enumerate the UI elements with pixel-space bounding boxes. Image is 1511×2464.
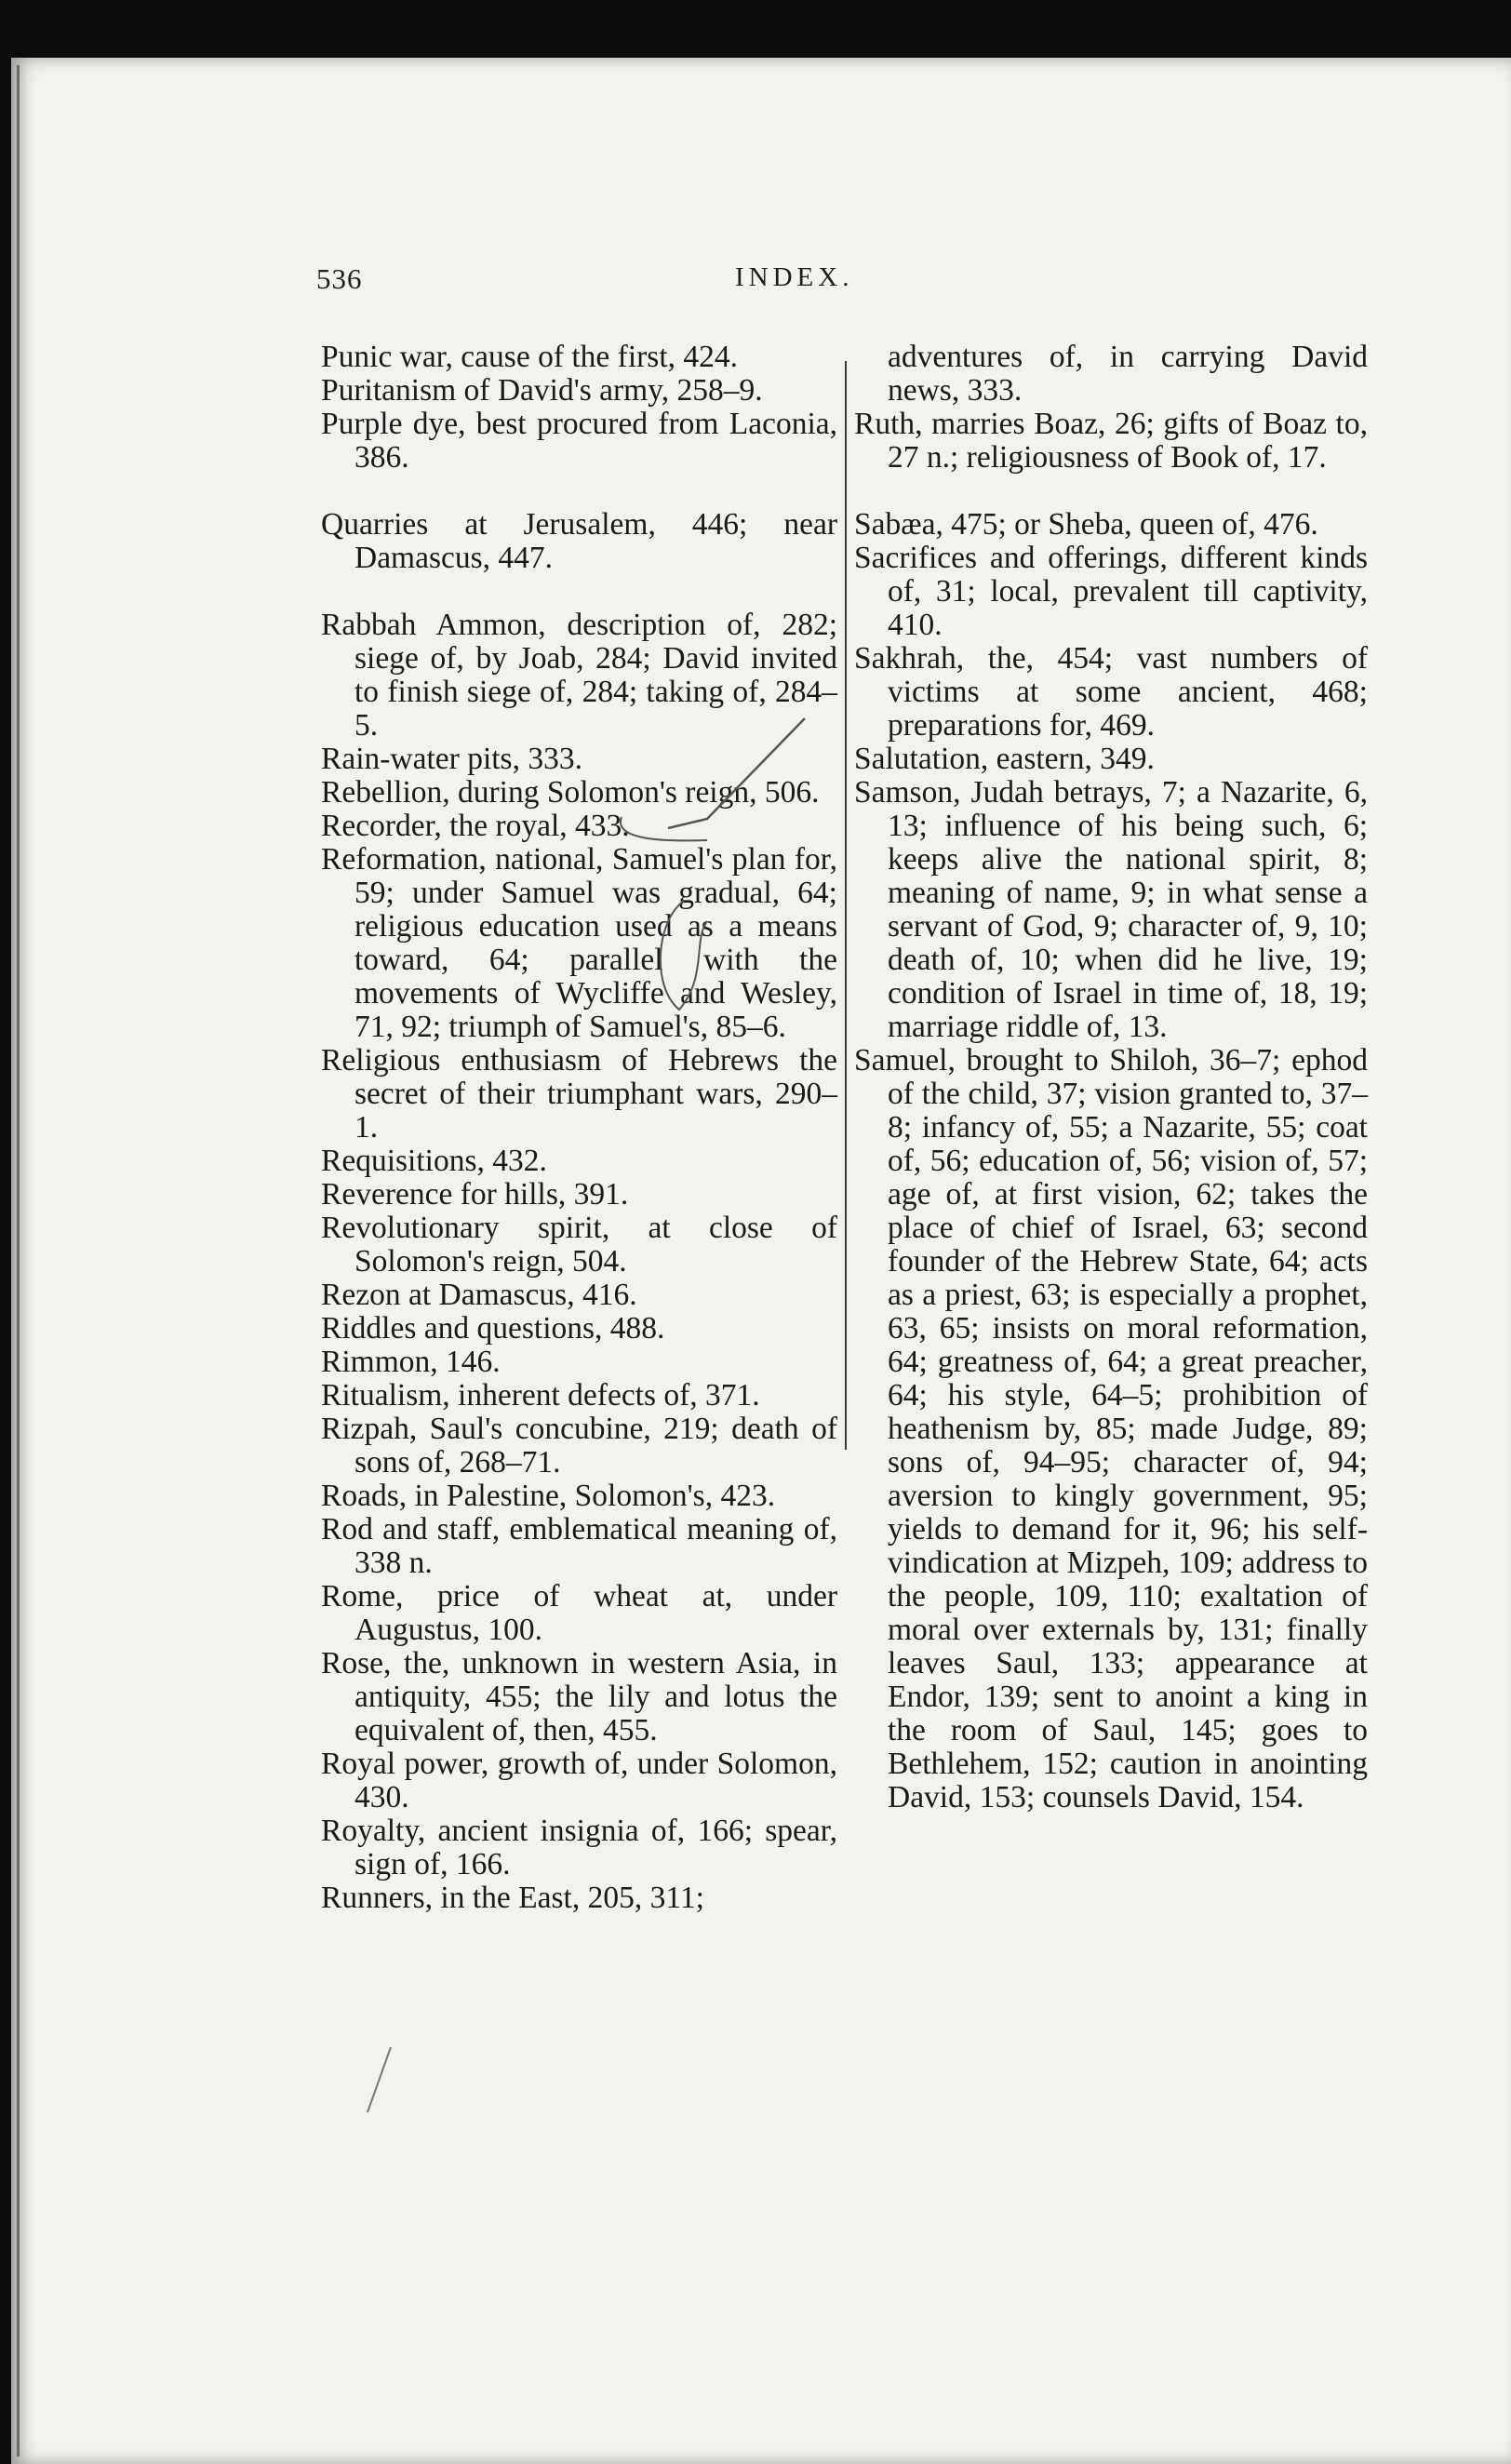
index-entry: Ruth, marries Boaz, 26; gifts of Boaz to, 27 n.; religiousness of Book of, 17. [854, 407, 1368, 475]
column-divider [845, 361, 847, 1450]
index-entry: Reverence for hills, 391. [321, 1177, 629, 1212]
index-entry: Sakhrah, the, 454; vast numbers of victims at some ancient, 468; preparations for, 469. [854, 641, 1368, 743]
index-entry: Rizpah, Saul's concubine, 219; death of sons of, 268–71. [321, 1412, 837, 1480]
index-entry: Recorder, the royal, 433. [321, 809, 630, 843]
index-entry: Requisitions, 432. [321, 1144, 547, 1178]
index-entry: Puritanism of David's army, 258–9. [321, 373, 763, 408]
index-entry: Rose, the, unknown in western Asia, in antiquity, 455; the lily and lotus the equivalent of, then, 455. [321, 1646, 837, 1748]
index-entry: Samson, Judah betrays, 7; a Nazarite, 6, 13; influence of his being such, 6; keeps alive the national spirit, 8; meaning of name, 9; in what sense a servant of God, 9; character of, 9, 10; death of, 10; when did he live, 19; condition of Israel in time of, 18, 19; marriage riddle of, 13. [854, 775, 1368, 1044]
index-entry: Rimmon, 146. [321, 1345, 501, 1379]
index-entry: Rebellion, during Solomon's reign, 506. [321, 775, 820, 810]
index-entry: Punic war, cause of the first, 424. [321, 340, 738, 374]
index-entry: Samuel, brought to Shiloh, 36–7; ephod of the child, 37; vision granted to, 37–8; infancy of, 55; a Nazarite, 55; coat of, 56; education of, 56; vision of, 57; age of, at first vision, 62; takes the place of chief of Israel, 63; second founder of the Hebrew State, 64; acts as a priest, 63; is especially a prophet, 63, 65; insists on moral reformation, 64; greatness of, 64; a great preacher, 64; his style, 64–5; prohibition of heathenism by, 85; made Judge, 89; sons of, 94–95; character of, 94; aversion to kingly government, 95; yields to demand for it, 96; his self-vindication at Mizpeh, 109; address to the people, 109, 110; exaltation of moral over externals by, 131; finally leaves Saul, 133; appearance at Endor, 139; sent to anoint a king in the room of Saul, 145; goes to Bethlehem, 152; caution in anointing David, 153; counsels David, 154. [854, 1043, 1368, 1815]
index-column-right [854, 341, 1368, 1815]
page-header [316, 262, 1219, 309]
index-entry: Rezon at Damascus, 416. [321, 1278, 637, 1312]
index-entry: Rain-water pits, 333. [321, 742, 582, 776]
index-entry: Reformation, national, Samuel's plan for, 59; under Samuel was gradual, 64; religious education used as a means toward, 64; parallel with the movements of Wycliffe and Wesley, 71, 92; triumph of Samuel's, 85–6. [321, 842, 837, 1044]
binding-edge [17, 65, 20, 2457]
index-entry: Purple dye, best procured from Laconia, 386. [321, 407, 837, 475]
index-entry: Royalty, ancient insignia of, 166; spear, sign of, 166. [321, 1814, 837, 1881]
index-entry: Quarries at Jerusalem, 446; near Damascus, 447. [321, 507, 837, 575]
index-entry: Ritualism, inherent defects of, 371. [321, 1378, 760, 1413]
index-entry: Sacrifices and offerings, different kinds of, 31; local, prevalent till captivity, 410. [854, 541, 1368, 642]
index-column-left [321, 341, 837, 1915]
index-entry: Salutation, eastern, 349. [854, 742, 1155, 776]
index-entry: Revolutionary spirit, at close of Solomon's reign, 504. [321, 1211, 837, 1279]
index-entry: Roads, in Palestine, Solomon's, 423. [321, 1479, 776, 1513]
running-head: INDEX. [735, 262, 854, 292]
index-entry: adventures of, in carrying David news, 333. [888, 340, 1368, 408]
index-entry: Royal power, growth of, under Solomon, 430. [321, 1747, 837, 1815]
index-entry: Rabbah Ammon, description of, 282; siege of, by Joab, 284; David invited to finish siege of, 284; taking of, 284–5. [321, 608, 837, 743]
page-number: 536 [316, 262, 363, 295]
index-entry: Rod and staff, emblematical meaning of, 338 n. [321, 1512, 837, 1580]
index-entry: Sabæa, 475; or Sheba, queen of, 476. [854, 507, 1318, 542]
index-entry: Riddles and questions, 488. [321, 1311, 665, 1346]
index-entry: Religious enthusiasm of Hebrews the secret of their triumphant wars, 290–1. [321, 1043, 837, 1145]
index-entry: Runners, in the East, 205, 311; [321, 1881, 704, 1915]
index-entry: Rome, price of wheat at, under Augustus, 100. [321, 1579, 837, 1647]
